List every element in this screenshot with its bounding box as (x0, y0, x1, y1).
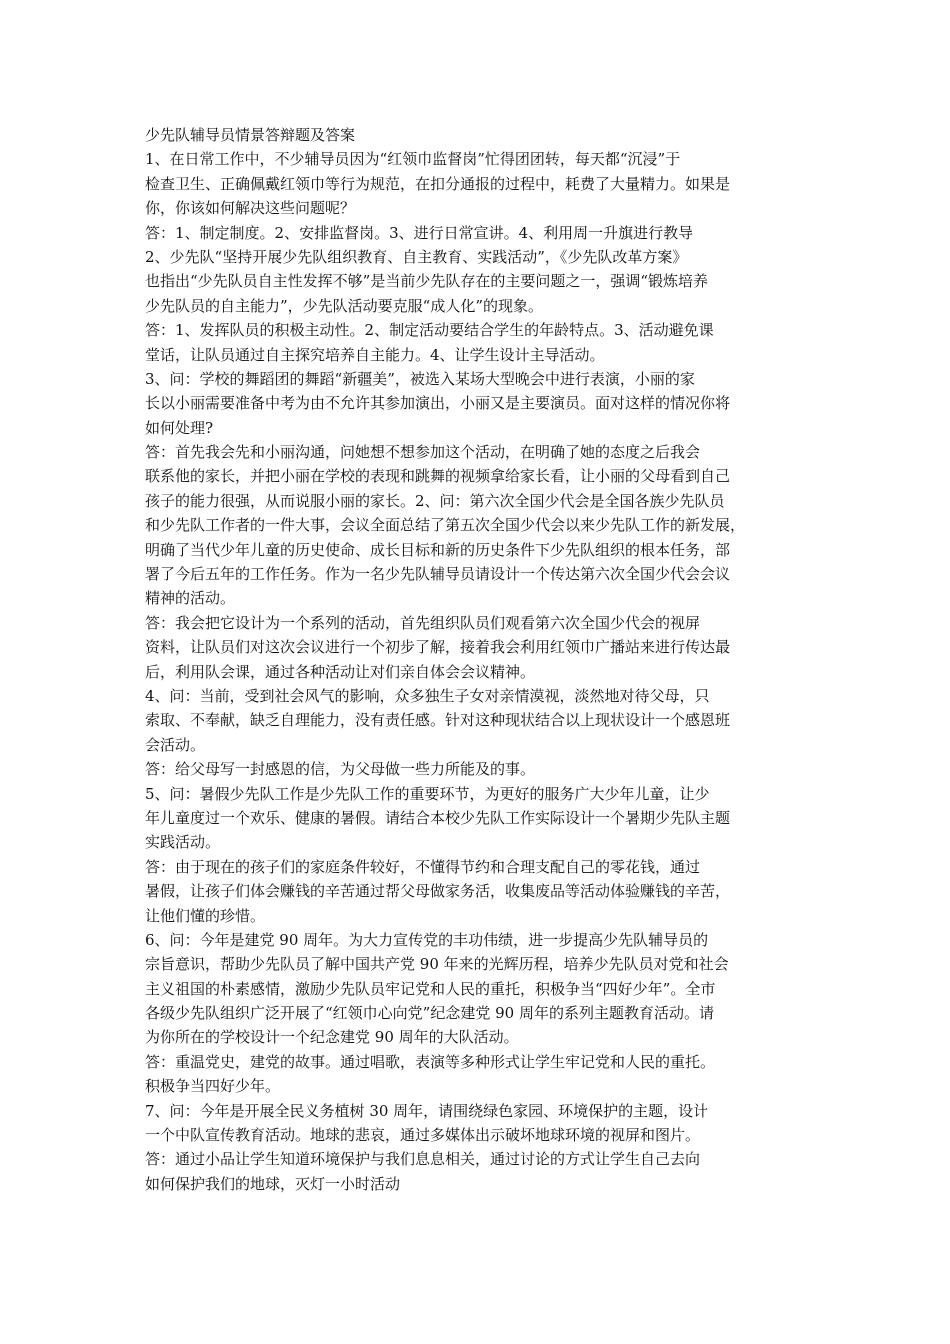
text-line: 5、问：暑假少先队工作是少先队工作的重要环节，为更好的服务广大少年儿童，让少 (145, 784, 710, 803)
text-line: 长以小丽需要准备中考为由不允许其参加演出，小丽又是主要演员。面对这样的情况你将 (145, 394, 731, 413)
document-title: 少先队辅导员情景答辩题及答案 (145, 126, 356, 144)
text-line: 实践活动。 (145, 833, 221, 852)
text-line: 宗旨意识，帮助少先队员了解中国共产党 90 年来的光辉历程，培养少先队员对党和社会 (145, 955, 729, 974)
text-line: 答：给父母写一封感恩的信，为父母做一些力所能及的事。 (145, 760, 536, 779)
text-line: 精神的活动。 (145, 589, 236, 608)
text-line: 署了今后五年的工作任务。作为一名少先队辅导员请设计一个传达第六次全国少代会会议 (145, 565, 731, 584)
text-line: 为你所在的学校设计一个纪念建党 90 周年的大队活动。 (145, 1028, 519, 1047)
text-line: 6、问：今年是建党 90 周年。为大力宣传党的丰功伟绩，进一步提高少先队辅导员的 (145, 930, 709, 949)
text-line: 检查卫生、正确佩戴红领巾等行为规范，在扣分通报的过程中，耗费了大量精力。如果是 (145, 174, 731, 193)
text-line: 你，你该如何解决这些问题呢？ (145, 199, 356, 218)
text-line: 年儿童度过一个欢乐、健康的暑假。请结合本校少先队工作实际设计一个暑期少先队主题 (145, 808, 731, 827)
text-line: 4、问：当前，受到社会风气的影响，众多独生子女对亲情漠视，淡然地对待父母，只 (145, 686, 710, 705)
text-line: 2、少先队“坚持开展少先队组织教育、自主教育、实践活动”，《少先队改革方案》 (145, 247, 688, 266)
text-line: 孩子的能力很强，从而说服小丽的家长。2、问：第六次全国少代会是全国各族少先队员 (145, 491, 725, 510)
text-line: 各级少先队组织广泛开展了“红领巾心向党”纪念建党 90 周年的系列主题教育活动。请 (145, 1004, 714, 1023)
text-line: 堂话，让队员通过自主探究培养自主能力。4、让学生设计主导活动。 (145, 345, 605, 364)
text-line: 1、在日常工作中，不少辅导员因为“红领巾监督岗”忙得团团转，每天都“沉浸”于 (145, 150, 681, 169)
text-line: 资料，让队员们对这次会议进行一个初步了解，接着我会利用红领巾广播站来进行传达最 (145, 638, 731, 657)
text-line: 积极争当四好少年。 (145, 1077, 281, 1096)
text-line: 明确了当代少年儿童的历史使命、成长目标和新的历史条件下少先队组织的根本任务，部 (145, 540, 731, 559)
text-line: 答：通过小品让学生知道环境保护与我们息息相关，通过讨论的方式让学生自己去向 (145, 1150, 701, 1169)
text-line: 如何保护我们的地球，灭灯一小时活动 (145, 1174, 401, 1193)
text-line: 7、问：今年是开展全民义务植树 30 周年，请围绕绿色家园、环境保护的主题，设计 (145, 1101, 709, 1120)
text-line: 后，利用队会课，通过各种活动让对们亲自体会会议精神。 (145, 662, 536, 681)
text-line: 少先队员的自主能力”，少先队活动要克服“成人化”的现象。 (145, 296, 544, 315)
text-line: 答：我会把它设计为一个系列的活动，首先组织队员们观看第六次全国少代会的视屏 (145, 613, 701, 632)
text-line: 3、问：学校的舞蹈团的舞蹈“新疆美”，被选入某场大型晚会中进行表演，小丽的家 (145, 369, 695, 388)
text-line: 答：首先我会先和小丽沟通，问她想不想参加这个活动，在明确了她的态度之后我会 (145, 443, 701, 462)
text-line: 也指出“少先队员自主性发挥不够”是当前少先队存在的主要问题之一，强调“锻炼培养 (145, 272, 709, 291)
text-line: 答：1、制定制度。2、安排监督岗。3、进行日常宣讲。4、利用周一升旗进行教导 (145, 223, 694, 242)
text-line: 索取、不奉献，缺乏自理能力，没有责任感。针对这种现状结合以上现状设计一个感恩班 (145, 711, 731, 730)
text-line: 会活动。 (145, 735, 206, 754)
text-line: 和少先队工作者的一件大事，会议全面总结了第五次全国少代会以来少先队工作的新发展， (145, 516, 746, 535)
text-line: 主义祖国的朴素感情，激励少先队员牢记党和人民的重托，积极争当“四好少年”。全市 (145, 979, 716, 998)
document-body (145, 123, 825, 1196)
text-line: 暑假，让孩子们体会赚钱的辛苦通过帮父母做家务活，收集废品等活动体验赚钱的辛苦， (145, 882, 731, 901)
text-line: 如何处理? (145, 418, 214, 437)
text-line: 答：重温党史，建党的故事。通过唱歌，表演等多种形式让学生牢记党和人民的重托。 (145, 1052, 716, 1071)
text-line: 一个中队宣传教育活动。地球的悲哀，通过多媒体出示破坏地球环境的视屏和图片。 (145, 1126, 701, 1145)
text-line: 答：1、发挥队员的积极主动性。2、制定活动要结合学生的年龄特点。3、活动避免课 (145, 321, 714, 340)
text-line: 答：由于现在的孩子们的家庭条件较好，不懂得节约和合理支配自己的零花钱，通过 (145, 857, 701, 876)
text-line: 联系他的家长，并把小丽在学校的表现和跳舞的视频拿给家长看，让小丽的父母看到自己 (145, 467, 731, 486)
text-line: 让他们懂的珍惜。 (145, 906, 266, 925)
